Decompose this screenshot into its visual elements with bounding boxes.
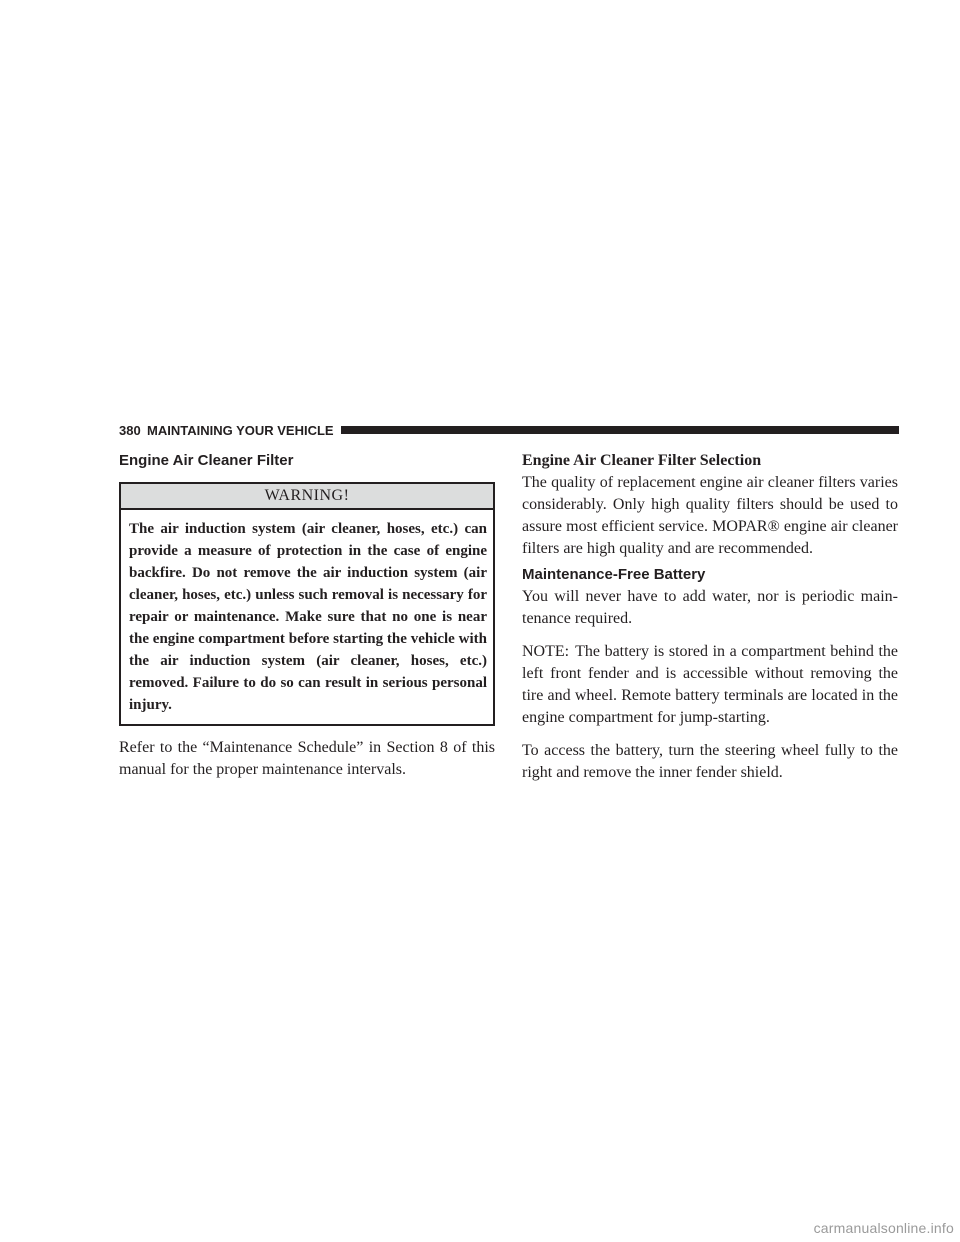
section-title: MAINTAINING YOUR VEHICLE xyxy=(147,423,334,438)
battery-paragraph: You will never have to add water, nor is periodic main-tenance required. xyxy=(522,588,898,627)
note-paragraph xyxy=(522,641,898,729)
page-number: 380 xyxy=(119,423,141,438)
warning-title: WARNING! xyxy=(121,484,493,510)
page-header xyxy=(119,422,899,440)
note-label: NOTE: xyxy=(522,643,570,660)
left-column xyxy=(119,450,495,781)
header-rule xyxy=(341,426,899,434)
filter-selection-heading: Engine Air Cleaner Filter Selection xyxy=(522,452,762,469)
right-column xyxy=(522,450,898,784)
warning-box xyxy=(119,482,495,726)
note-text: The battery is stored in a compartment behind the left front fender and is accessible without removing the tire and wheel. Remote battery terminals are located in the engine compartment for jump-starting. xyxy=(522,643,898,726)
maintenance-schedule-paragraph: Refer to the “Maintenance Schedule” in Section 8 of this manual for the proper maintenance intervals. xyxy=(119,739,495,778)
warning-text: The air induction system (air cleaner, hoses, etc.) can provide a measure of protection in the case of engine backfire. Do not remove the air induction system (air cleaner, hoses, etc.) unless such removal is necessary for repair or maintenance. Make sure that no one is near the engine compartment before starting the vehicle with the air induction system (air cleaner, hoses, etc.) removed. Failure to do so can result in serious personal injury. xyxy=(129,521,487,713)
watermark: carmanualsonline.info xyxy=(813,1220,954,1236)
battery-heading: Maintenance-Free Battery xyxy=(522,566,706,583)
filter-selection-paragraph: The quality of replacement engine air cleaner filters varies considerably. Only high quality filters should be used to assure most efficient service. MOPAR® engine air cleaner filters are high quality and are recommended. xyxy=(522,474,898,557)
air-cleaner-heading: Engine Air Cleaner Filter xyxy=(119,452,294,469)
battery-access-paragraph: To access the battery, turn the steering wheel fully to the right and remove the inner fender shield. xyxy=(522,742,898,781)
